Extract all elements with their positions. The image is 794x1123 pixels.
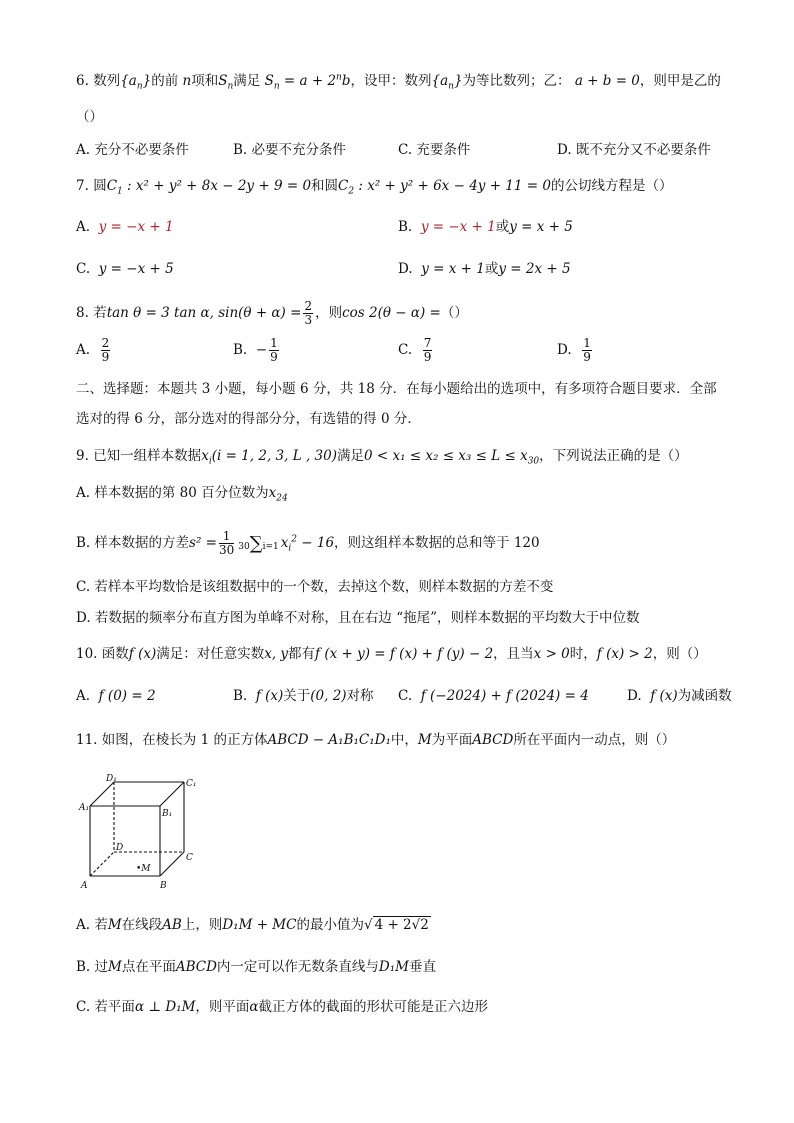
label-m: •M — [136, 864, 151, 874]
q6-option-a: A. 充分不必要条件 — [76, 142, 189, 158]
q6-stem: 6. 数列$\{a_n\}$的前 n项和$S_n$满足 $S_n = a + 2^nb$，设甲：数列$\{a_n\}$为等比数列；乙： a + b = 0，则甲是乙的 — [76, 72, 721, 92]
q10-option-a: A. f (0) = 2 — [76, 688, 156, 704]
q6-option-d: D. 既不充分又不必要条件 — [557, 142, 711, 158]
q9-option-a: A. 样本数据的第 80 百分位数为$x_{24}$ — [76, 485, 288, 504]
q8-option-c: C. $\frac{7}{9}$ — [398, 336, 432, 364]
q8-option-d: D. $\frac{1}{9}$ — [557, 336, 591, 364]
q7-option-d: D. y = x + 1或y = 2x + 5 — [398, 261, 571, 277]
edge-a1d1 — [90, 782, 114, 806]
q8-stem: 8. 若tan θ = 3 tan α, sin(θ + α) = $\frac{2}{3}$ ，则cos 2(θ − α) =（） — [76, 299, 468, 327]
edge-ad — [90, 852, 114, 876]
label-b: B — [160, 881, 167, 891]
section2-instructions-line2: 选对的得 6 分，部分选对的得部分分，有选错的得 0 分． — [76, 411, 421, 427]
q6-option-c: C. 充要条件 — [398, 142, 471, 158]
q7-stem: 7. 圆$C_1$ : x² + y² + 8x − 2y + 9 = 0和圆$C_2$ : x² + y² + 6x − 4y + 11 = 0的公切线方程是（） — [76, 178, 673, 197]
label-c1: C₁ — [186, 779, 197, 789]
q9-option-d: D. 若数据的频率分布直方图为单峰不对称，且在右边 “拖尾”，则样本数据的平均数大于中位数 — [76, 610, 640, 626]
label-b1: B₁ — [162, 809, 173, 819]
q7-option-b: B. y = −x + 1或y = x + 5 — [398, 219, 573, 235]
q11-option-a: A. 若M在线段AB上，则D₁M + MC的最小值为√ 4 + 2√2 — [76, 917, 429, 933]
q9-option-c: C. 若样本平均数恰是该组数据中的一个数，去掉这个数，则样本数据的方差不变 — [76, 579, 554, 595]
q10-option-c: C. f (−2024) + f (2024) = 4 — [398, 688, 589, 704]
q10-option-b: B. f (x)关于(0, 2)对称 — [233, 688, 374, 704]
q11-stem: 11. 如图，在棱长为 1 的正方体ABCD − A₁B₁C₁D₁中，M为平面ABCD所在平面内一动点，则（） — [76, 732, 676, 748]
q9-number: 9. — [76, 448, 89, 464]
q11-option-c: C. 若平面α ⊥ D₁M，则平面α截正方体的截面的形状可能是正六边形 — [76, 999, 489, 1015]
q10-option-d: D. f (x)为减函数 — [627, 688, 732, 704]
label-c: C — [186, 853, 193, 863]
q11-number: 11. — [76, 732, 98, 748]
q8-option-b: B. − $\frac{1}{9}$ — [233, 336, 278, 364]
q9-option-b: B. 样本数据的方差s² = $\frac{1}{30}$ 30∑i=1 $x_i^2 - 16$，则这组样本数据的总和等于 120 — [76, 529, 540, 557]
label-d1: D₁ — [106, 774, 117, 784]
q7-option-a: A. y = −x + 1 — [76, 219, 174, 235]
q6-option-b: B. 必要不充分条件 — [233, 142, 347, 158]
q11-option-b: B. 过M点在平面ABCD内一定可以作无数条直线与D₁M垂直 — [76, 959, 436, 975]
q9-stem: 9. 已知一组样本数据$x_i(i = 1$, 2, 3, L , 30)满足$0 < x_1 \le x_2 \le x_3 \le L \le x_{30}$，下列说法正确的是（） — [76, 448, 688, 467]
edge-b1c1 — [160, 782, 184, 806]
q6-formula: $S_n = a + 2^nb$ — [264, 72, 351, 92]
q8-option-a: A. $\frac{2}{9}$ — [76, 336, 110, 364]
q7-option-c: C. y = −x + 5 — [76, 261, 174, 277]
label-a1: A₁ — [79, 803, 90, 813]
label-d: D — [116, 843, 124, 853]
q7-number: 7. — [76, 178, 89, 194]
label-a: A — [81, 881, 88, 891]
section2-instructions-line1: 二、选择题：本题共 3 小题，每小题 6 分，共 18 分．在每小题给出的选项中，有多项符合题目要求．全部 — [76, 381, 717, 397]
q10-stem: 10. 函数f (x)满足：对任意实数x, y都有f (x + y) = f (x) + f (y) − 2，且当x > 0时，f (x) > 2，则（） — [76, 646, 707, 662]
q10-number: 10. — [76, 646, 98, 662]
edge-bc — [160, 852, 184, 876]
q8-number: 8. — [76, 305, 89, 321]
q6-number: 6. — [76, 73, 89, 89]
cube-figure — [76, 770, 201, 895]
q6-bracket: （） — [76, 109, 103, 125]
